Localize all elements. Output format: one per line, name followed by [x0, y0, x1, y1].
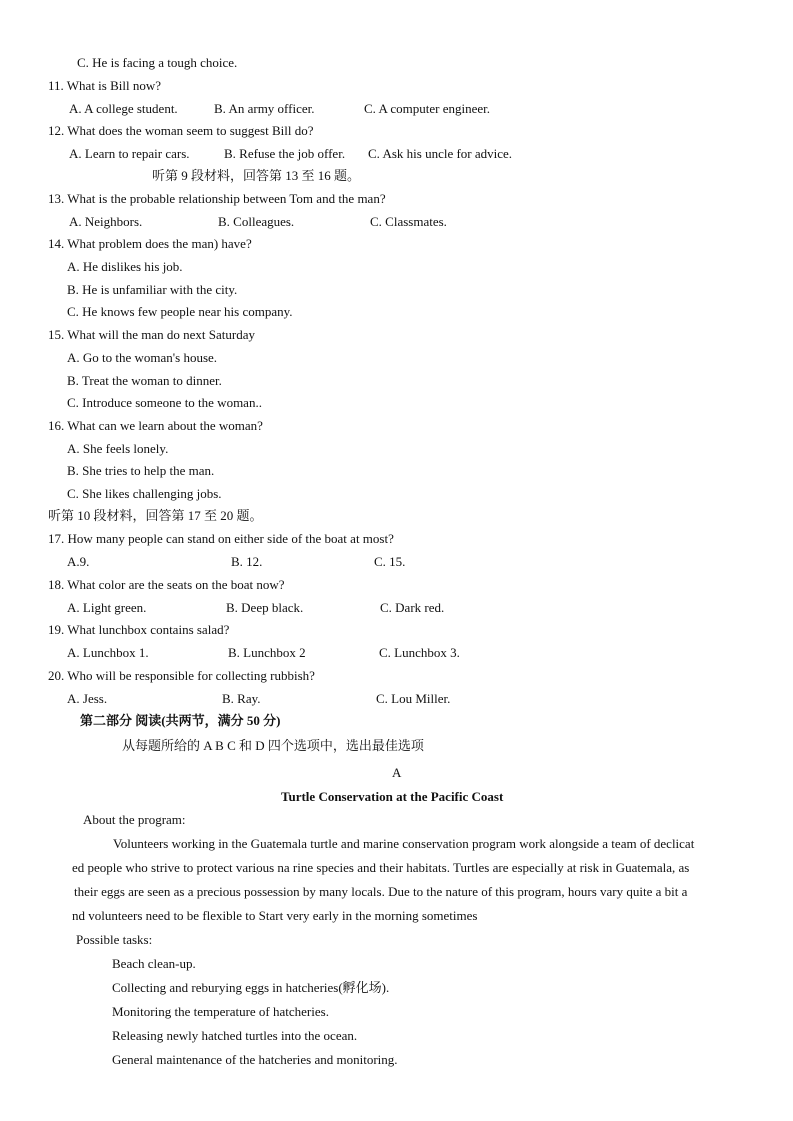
passage-title: Turtle Conservation at the Pacific Coast	[281, 789, 504, 804]
q11-option-b: B. An army officer.	[214, 101, 315, 116]
q18-stem: 18. What color are the seats on the boat now?	[48, 577, 285, 592]
q19-stem: 19. What lunchbox contains salad?	[48, 622, 230, 637]
q11-option-a: A. A college student.	[69, 101, 178, 116]
paragraph-line: Volunteers working in the Guatemala turtle and marine conservation program work alongside a team of declicat	[113, 836, 695, 851]
q18-option-c: C. Dark red.	[380, 600, 445, 615]
task-item: Beach clean-up.	[112, 956, 196, 971]
q14-option-b: B. He is unfamiliar with the city.	[67, 282, 238, 297]
q12-option-a: A. Learn to repair cars.	[69, 146, 190, 161]
task-item: Monitoring the temperature of hatcheries.	[112, 1004, 329, 1019]
task-item: Releasing newly hatched turtles into the ocean.	[112, 1028, 358, 1043]
q17-stem: 17. How many people can stand on either side of the boat at most?	[48, 531, 394, 546]
tasks-label: Possible tasks:	[76, 932, 153, 947]
q12-option-b: B. Refuse the job offer.	[224, 146, 346, 161]
q20-stem: 20. Who will be responsible for collecting rubbish?	[48, 668, 315, 683]
passage-letter: A	[392, 765, 402, 780]
q17-option-c: C. 15.	[374, 554, 406, 569]
part2-heading: 第二部分 阅读(共两节，满分 50 分)	[80, 713, 281, 728]
q13-option-b: B. Colleagues.	[218, 214, 295, 229]
q13-option-c: C. Classmates.	[370, 214, 447, 229]
q11-stem: 11. What is Bill now?	[48, 78, 162, 93]
q18-option-b: B. Deep black.	[226, 600, 304, 615]
q12-stem: 12. What does the woman seem to suggest Bill do?	[48, 123, 314, 138]
q16-stem: 16. What can we learn about the woman?	[48, 418, 263, 433]
task-item: General maintenance of the hatcheries and monitoring.	[112, 1052, 398, 1067]
q16-option-b: B. She tries to help the man.	[67, 463, 215, 478]
q16-option-c: C. She likes challenging jobs.	[67, 486, 222, 501]
material-9-instruction: 听第 9 段材料，回答第 13 至 16 题。	[152, 168, 361, 183]
q19-option-a: A. Lunchbox 1.	[67, 645, 149, 660]
q14-option-c: C. He knows few people near his company.	[67, 304, 293, 319]
q13-stem: 13. What is the probable relationship between Tom and the man?	[48, 191, 386, 206]
part2-instruction: 从每题所给的 A B C 和 D 四个选项中，选出最佳选项	[122, 738, 424, 753]
q13-option-a: A. Neighbors.	[69, 214, 143, 229]
q19-option-b: B. Lunchbox 2	[228, 645, 306, 660]
q15-stem: 15. What will the man do next Saturday	[48, 327, 255, 342]
q14-option-a: A. He dislikes his job.	[67, 259, 183, 274]
q10-option-c: C. He is facing a tough choice.	[77, 55, 238, 70]
q15-option-a: A. Go to the woman's house.	[67, 350, 218, 365]
q20-option-b: B. Ray.	[222, 691, 261, 706]
q16-option-a: A. She feels lonely.	[67, 441, 169, 456]
q17-option-a: A.9.	[67, 554, 90, 569]
q15-option-b: B. Treat the woman to dinner.	[67, 373, 222, 388]
paragraph-line: ed people who strive to protect various na rine species and their habitats. Turtles are especially at risk in Guatemala, as	[72, 860, 690, 875]
paragraph-line: their eggs are seen as a precious possession by many locals. Due to the nature of this program, hours vary quite a bit a	[74, 884, 688, 899]
q14-stem: 14. What problem does the man) have?	[48, 236, 252, 251]
paragraph-line: nd volunteers need to be flexible to Start very early in the morning sometimes	[72, 908, 478, 923]
q11-option-c: C. A computer engineer.	[364, 101, 491, 116]
q20-option-a: A. Jess.	[67, 691, 108, 706]
q12-option-c: C. Ask his uncle for advice.	[368, 146, 513, 161]
q18-option-a: A. Light green.	[67, 600, 147, 615]
material-10-instruction: 听第 10 段材料，回答第 17 至 20 题。	[48, 508, 263, 523]
q20-option-c: C. Lou Miller.	[376, 691, 451, 706]
q19-option-c: C. Lunchbox 3.	[379, 645, 460, 660]
q17-option-b: B. 12.	[231, 554, 263, 569]
task-item: Collecting and reburying eggs in hatcheries(孵化场).	[112, 980, 390, 995]
q15-option-c: C. Introduce someone to the woman..	[67, 395, 262, 410]
about-label: About the program:	[83, 812, 186, 827]
